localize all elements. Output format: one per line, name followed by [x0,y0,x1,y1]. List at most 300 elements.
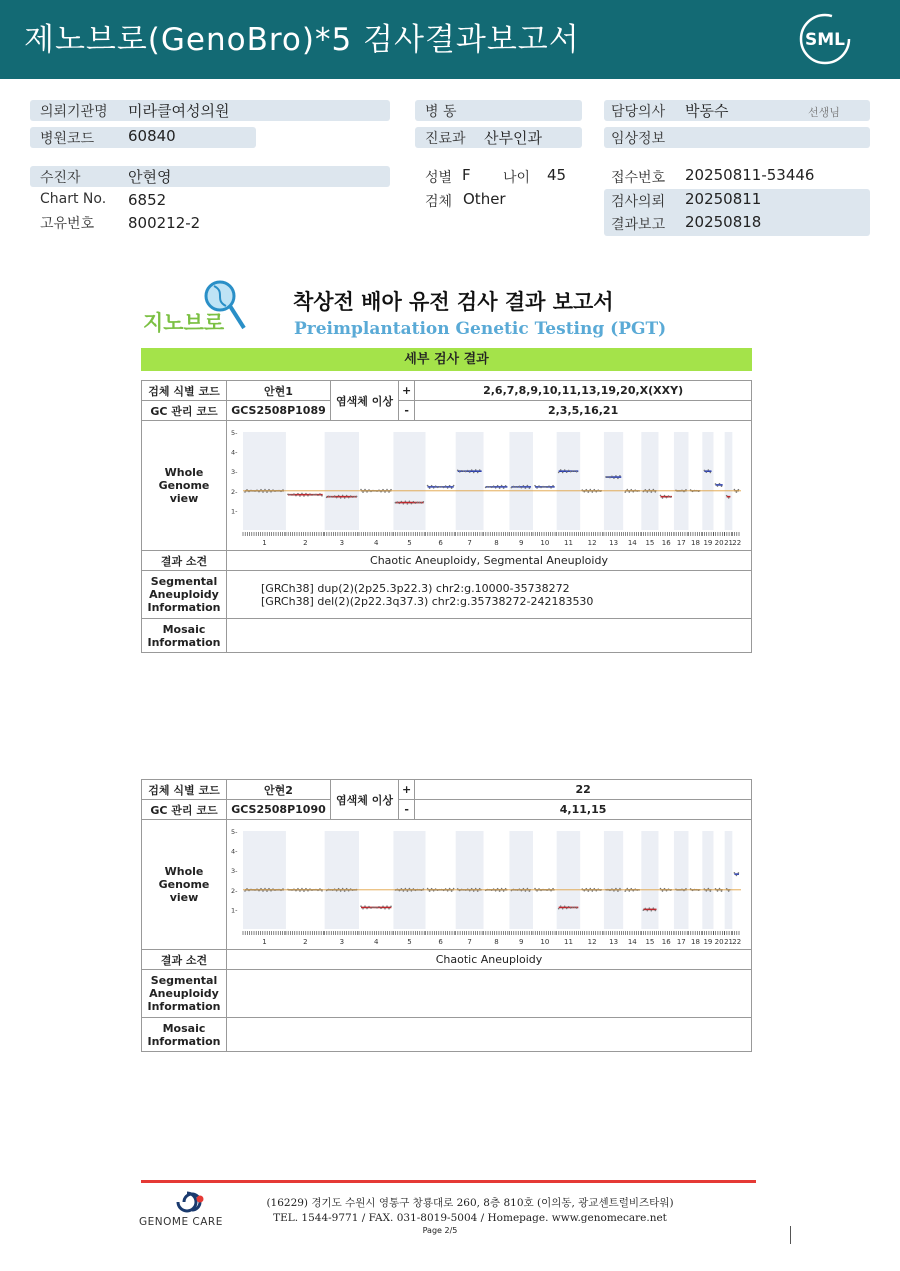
chrom-label-22: 22 [732,937,742,946]
chrom-band-19 [702,432,713,530]
segmental-line-2: [GRCh38] del(2)(2p22.3q37.3) chr2:g.35738272-242183530 [261,594,594,608]
cn-point [630,488,632,490]
chrom-band-20 [714,432,725,530]
chrom-label-9: 9 [518,937,524,946]
cn-point [558,907,560,909]
cn-point [264,488,266,490]
cn-point [297,492,299,494]
specimen-value: Other [463,190,506,208]
chrom-band-1 [243,432,286,530]
cn-point [647,491,649,493]
address-line: (16229) 경기도 수원시 영통구 창룡대로 260, 8층 810호 (이의동, 광교센트럴비즈타워) [266,1197,674,1209]
wgv-label: Whole Genome view [142,820,227,950]
cn-point [437,486,439,488]
cn-point [411,890,413,892]
age-label: 나이 [503,170,531,186]
chrom-band-14 [623,432,641,530]
cn-point [708,887,710,889]
cn-point [728,497,730,499]
cn-point [726,494,728,496]
cn-point [536,890,538,892]
cn-point [346,887,348,889]
chrom-band-19 [702,831,713,929]
cn-point [299,495,301,497]
name-label: 수진자 [40,170,81,186]
cn-point [326,496,328,498]
chrom-label-16: 16 [661,937,671,946]
request-label: 검사의뢰 [611,194,666,210]
cn-point [670,496,672,498]
cn-point [570,907,572,909]
chrom-label-13: 13 [609,538,619,547]
cn-point [429,487,431,489]
cn-point [443,486,445,488]
chrom-label-6: 6 [438,538,443,547]
gc-code-label: GC 관리 코드 [142,800,227,820]
chrom-band-22 [732,831,741,929]
cn-point [605,476,607,478]
cn-point [360,488,362,490]
chrom-label-5: 5 [407,937,412,946]
cn-point [534,887,536,889]
cn-point [262,491,264,493]
chrom-label-8: 8 [494,937,499,946]
cn-point [662,890,664,892]
cn-point [260,488,262,490]
cn-point [360,905,362,907]
y-tick-2: 2- [231,886,238,895]
cn-point [719,887,721,889]
cn-point [413,500,415,502]
cn-point [585,887,587,889]
cn-point [266,890,268,892]
report-date-value: 20250818 [685,213,762,231]
chrom-label-11: 11 [564,937,573,946]
chrom-label-20: 20 [714,538,724,547]
cn-point [643,909,645,911]
chrom-label-12: 12 [587,937,597,946]
cn-point [624,890,626,892]
cn-point [317,494,319,496]
chrom-label-21: 21 [724,538,734,547]
cn-point [407,503,409,505]
cn-point [340,497,342,499]
cn-point [523,485,525,487]
finding-label: 결과 소견 [142,950,227,970]
segmental-label: Segmental Aneuploidy Information [142,970,227,1018]
cn-point [431,484,433,486]
cn-point [589,887,591,889]
chrom-abn-label: 염색체 이상 [331,381,399,421]
wgv-label: Whole Genome view [142,421,227,551]
age-value: 45 [547,166,567,184]
section-title: 세부 검사 결과 [141,348,752,371]
cn-point [451,890,453,892]
chrom-band-3 [325,831,359,929]
cn-point [615,475,617,477]
cn-point [529,890,531,892]
chrom-band-6 [426,432,456,530]
cn-point [587,491,589,493]
whole-genome-chart-2 [229,823,749,947]
chrom-band-5 [393,831,425,929]
chrom-band-17 [674,831,689,929]
chrom-label-14: 14 [627,937,637,946]
cn-point [475,469,477,471]
cn-point [662,497,664,499]
cn-point [527,484,529,486]
chrom-band-7 [456,831,484,929]
cn-point [497,887,499,889]
cn-point [295,494,297,496]
cn-point [411,502,413,504]
cn-point [382,905,384,907]
cn-point [287,493,289,495]
chrom-band-11 [557,831,581,929]
cn-point [651,909,653,911]
cn-point [572,470,574,472]
chrom-band-20 [714,831,725,929]
cn-point [525,890,527,892]
cn-point [268,887,270,889]
cn-point [719,482,721,484]
chrom-label-18: 18 [690,937,700,946]
chrom-band-8 [484,831,510,929]
specimen-label: 검체 [425,194,453,210]
chrom-band-10 [533,432,557,530]
cn-point [649,907,651,909]
cn-point [572,906,574,908]
cn-point [244,491,246,493]
chrom-band-8 [484,432,510,530]
cn-point [653,488,655,490]
cn-point [495,487,497,489]
cn-point [467,469,469,471]
chrom-band-5 [393,432,425,530]
cn-point [564,905,566,907]
loss-value: 2,3,5,16,21 [415,401,752,421]
whole-genome-chart-1 [229,424,749,548]
cn-point [710,890,712,892]
cn-point [338,494,340,496]
cn-point [419,501,421,503]
chrom-label-10: 10 [540,937,550,946]
cn-point [451,487,453,489]
cn-point [566,907,568,909]
department-label: 진료과 [425,131,466,147]
chrom-label-12: 12 [587,538,597,547]
chrom-label-4: 4 [373,937,379,946]
cn-point [303,890,305,892]
genobro-logo-text: 지노브로 [143,311,225,335]
mosaic-label: Mosaic Information [142,619,227,653]
cn-point [619,887,621,889]
cn-point [266,491,268,493]
cn-point [534,484,536,486]
institution-label: 의뢰기관명 [40,104,108,120]
chrom-label-7: 7 [467,538,472,547]
cn-point [354,495,356,497]
cn-point [445,485,447,487]
cn-point [270,490,272,492]
sample-code-value: 안현2 [227,780,331,800]
chrom-label-19: 19 [703,538,713,547]
cn-point [552,484,554,486]
cn-point [615,887,617,889]
chrom-band-12 [580,432,604,530]
cn-point [313,493,315,495]
cn-point [479,887,481,889]
cn-point [574,906,576,908]
loss-value: 4,11,15 [415,800,752,820]
cn-point [332,496,334,498]
cn-point [666,496,668,498]
cn-point [624,491,626,493]
chrom-label-13: 13 [609,937,619,946]
cn-point [570,470,572,472]
chrom-label-5: 5 [407,538,412,547]
chrom-band-13 [604,831,623,929]
minus-sign: - [399,800,415,820]
cn-point [626,887,628,889]
chrom-band-16 [659,831,674,929]
cn-point [435,485,437,487]
cn-point [487,485,489,487]
chrom-band-9 [509,831,533,929]
cn-point [560,469,562,471]
chart-label: Chart No. [40,191,107,207]
cn-point [264,887,266,889]
cn-point [645,489,647,491]
cn-point [651,491,653,493]
cn-point [738,872,740,874]
cn-point [611,475,613,477]
report-date-label: 결과보고 [611,217,666,233]
cn-point [321,890,323,892]
cn-point [399,502,401,504]
sample-table-1 [141,380,752,653]
cn-point [397,501,399,503]
chrom-label-14: 14 [627,538,637,547]
sample-code-value: 안현1 [227,381,331,401]
cn-point [376,907,378,909]
cn-point [489,485,491,487]
cn-point [626,488,628,490]
cn-point [405,500,407,502]
cn-point [493,485,495,487]
cn-point [463,470,465,472]
cn-point [630,887,632,889]
cn-point [544,486,546,488]
cn-point [374,906,376,908]
cn-point [368,905,370,907]
sample-code-label: 검체 식별 코드 [142,780,227,800]
cn-point [562,471,564,473]
cn-point [386,905,388,907]
cn-point [352,496,354,498]
cn-point [262,890,264,892]
cn-point [364,905,366,907]
cn-point [477,471,479,473]
mosaic-value [227,1018,752,1052]
cn-point [568,905,570,907]
cn-point [613,890,615,892]
cn-point [540,486,542,488]
chrom-label-7: 7 [467,937,472,946]
department-value: 산부인과 [484,129,542,147]
sml-logo [798,12,852,66]
cn-point [453,887,455,889]
request-value: 20250811 [685,190,762,208]
chrom-band-10 [533,831,557,929]
cn-point [429,890,431,892]
hospital-code-value: 60840 [128,127,176,145]
cn-point [501,887,503,889]
y-tick-1: 1- [231,506,238,515]
cn-point [366,491,368,493]
cn-point [501,484,503,486]
cn-point [431,887,433,889]
cn-point [513,485,515,487]
chrom-band-1 [243,831,286,929]
cn-point [364,488,366,490]
cn-point [433,487,435,489]
cn-point [471,469,473,471]
cn-point [491,486,493,488]
cn-point [427,887,429,889]
cn-point [505,484,507,486]
doctor-label: 담당의사 [611,104,666,120]
cn-point [728,890,730,892]
cn-point [305,492,307,494]
cn-point [715,483,717,485]
cn-point [471,887,473,889]
cn-point [299,890,301,892]
cn-point [386,488,388,490]
y-tick-3: 3- [231,866,238,875]
chrom-band-12 [580,831,604,929]
chrom-label-1: 1 [262,937,267,946]
footer-divider [141,1180,756,1183]
cn-point [372,906,374,908]
cn-point [388,491,390,493]
cn-point [593,887,595,889]
cn-point [529,487,531,489]
pgt-report-title: 착상전 배아 유전 검사 결과 보고서 [293,290,614,314]
chart-value: 6852 [128,191,167,209]
cn-point [536,487,538,489]
doctor-value: 박동수 [685,102,729,120]
cn-point [403,502,405,504]
cn-point [721,485,723,487]
chrom-label-17: 17 [676,538,686,547]
cn-point [384,491,386,493]
cn-point [546,486,548,488]
footer-address [260,1196,680,1226]
finding-value: Chaotic Aneuploidy [227,950,752,970]
cn-point [609,476,611,478]
cn-point [655,491,657,493]
cn-point [344,890,346,892]
cn-point [515,486,517,488]
cn-point [260,887,262,889]
cn-point [427,484,429,486]
chrom-label-11: 11 [564,538,573,547]
cn-point [409,887,411,889]
chrom-label-22: 22 [732,538,742,547]
chrom-band-9 [509,432,533,530]
sample-table-2 [141,779,752,1052]
cn-point [517,486,519,488]
institution-value: 미라클여성의원 [128,102,230,120]
cn-point [558,471,560,473]
cn-point [685,489,687,491]
chrom-label-3: 3 [339,937,345,946]
chrom-abn-label: 염색체 이상 [331,780,399,820]
segmental-label: Segmental Aneuploidy Information [142,571,227,619]
receipt-label: 접수번호 [611,170,666,186]
cn-point [734,872,736,874]
cn-point [421,502,423,504]
cn-point [576,907,578,909]
sex-label: 성별 [425,170,453,186]
chrom-label-3: 3 [339,538,345,547]
cn-point [655,909,657,911]
cn-point [469,471,471,473]
chrom-band-14 [623,831,641,929]
page-number: Page 2/5 [422,1226,458,1235]
minus-sign: - [399,401,415,421]
cn-point [370,907,372,909]
y-tick-5: 5- [231,827,238,836]
gc-code-value: GCS2508P1089 [227,401,331,421]
cn-point [307,494,309,496]
cn-point [525,487,527,489]
chrom-label-20: 20 [714,937,724,946]
cn-point [564,469,566,471]
chrom-band-6 [426,831,456,929]
cn-point [550,487,552,489]
cn-point [477,890,479,892]
cn-point [328,495,330,497]
sample-code-label: 검체 식별 코드 [142,381,227,401]
cn-point [649,488,651,490]
cn-point [485,486,487,488]
chrom-label-2: 2 [303,937,308,946]
cn-point [660,887,662,889]
cn-point [423,501,425,503]
cn-point [708,469,710,471]
cn-point [301,887,303,889]
doctor-suffix: 선생님 [808,106,840,119]
cn-point [297,887,299,889]
cn-point [289,493,291,495]
cn-point [388,907,390,909]
cn-point [449,887,451,889]
cn-point [342,494,344,496]
mosaic-label: Mosaic Information [142,1018,227,1052]
chrom-band-17 [674,432,689,530]
cn-point [511,486,513,488]
cn-point [465,470,467,472]
cn-point [538,485,540,487]
cn-point [395,501,397,503]
cn-point [244,890,246,892]
cn-point [457,469,459,471]
cn-point [664,494,666,496]
cn-point [475,887,477,889]
cn-point [380,907,382,909]
